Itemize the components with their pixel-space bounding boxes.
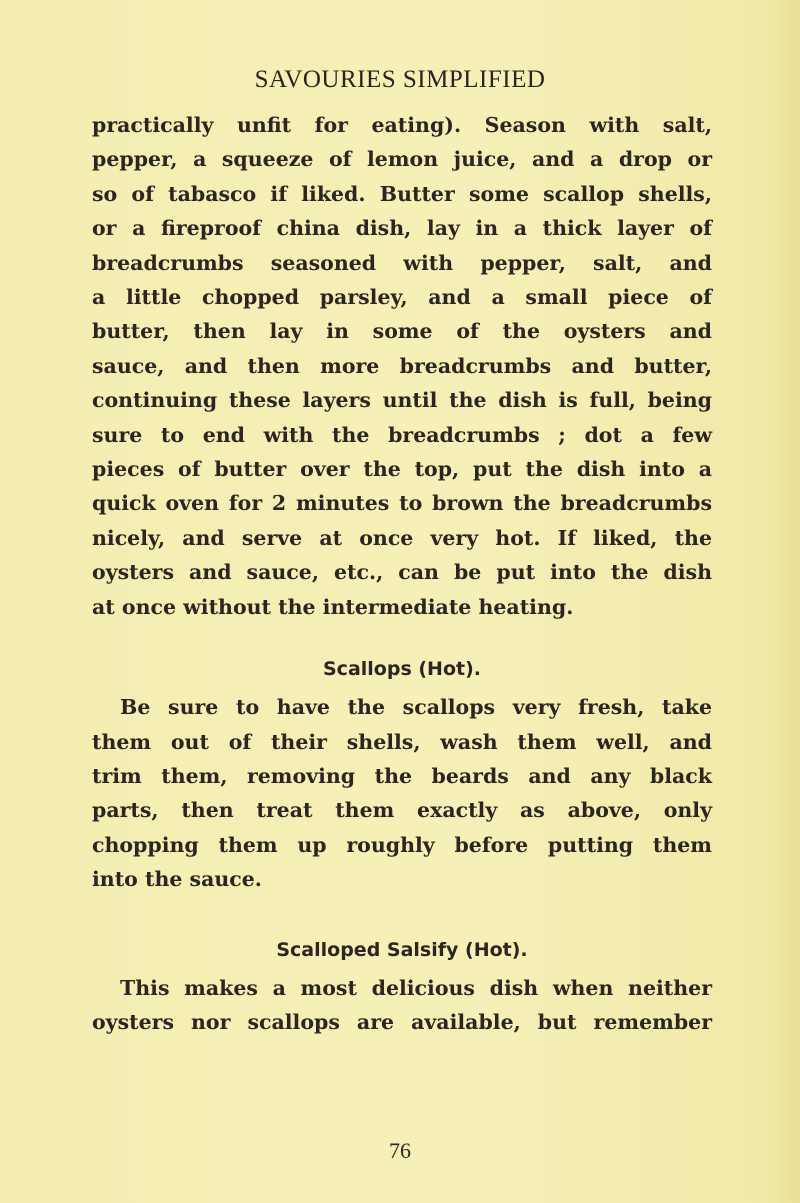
text-line: sauce, and then more breadcrumbs and butter,	[92, 353, 712, 378]
text-line: oysters nor scallops are available, but remember	[92, 1009, 712, 1034]
text-line: chopping them up roughly before putting them	[92, 832, 712, 857]
text-line: butter, then lay in some of the oysters and	[92, 319, 712, 344]
text-line: breadcrumbs seasoned with pepper, salt, and	[92, 250, 712, 275]
text-line: nicely, and serve at once very hot. If liked, the	[92, 525, 712, 550]
text-line: continuing these layers until the dish is full, being	[92, 388, 712, 413]
text-line: into the sauce.	[92, 867, 262, 892]
text-line: This makes a most delicious dish when neither	[120, 975, 712, 1000]
text-line: them out of their shells, wash them well, and	[92, 729, 712, 754]
paragraph-salsify	[92, 971, 712, 1040]
text-line: parts, then treat them exactly as above, only	[92, 798, 712, 823]
page-number: 76	[389, 1138, 411, 1163]
section-heading-salsify: Scalloped Salsify (Hot).	[276, 938, 528, 961]
text-line: quick oven for 2 minutes to brown the breadcrumbs	[92, 491, 712, 516]
text-line: trim them, removing the beards and any black	[92, 763, 712, 788]
running-head: SAVOURIES SIMPLIFIED	[254, 66, 546, 93]
text-line: a little chopped parsley, and a small piece of	[92, 285, 712, 310]
paragraph-scallops	[92, 690, 712, 896]
text-line: so of tabasco if liked. Butter some scallop shells,	[92, 181, 712, 206]
text-line: pepper, a squeeze of lemon juice, and a drop or	[92, 147, 712, 172]
text-line: Be sure to have the scallops very fresh, take	[120, 695, 712, 720]
page-content	[92, 108, 712, 1039]
text-line: or a fireproof china dish, lay in a thick layer of	[92, 216, 712, 241]
text-line: practically unfit for eating). Season with salt,	[92, 113, 712, 137]
text-line: oysters and sauce, etc., can be put into the dish	[92, 560, 712, 585]
text-line: pieces of butter over the top, put the dish into a	[92, 457, 712, 482]
text-line: sure to end with the breadcrumbs ; dot a few	[92, 422, 712, 447]
paragraph-oysters-continued	[92, 108, 712, 624]
section-heading-scallops: Scallops (Hot).	[323, 658, 481, 681]
text-line: at once without the intermediate heating.	[92, 594, 574, 619]
